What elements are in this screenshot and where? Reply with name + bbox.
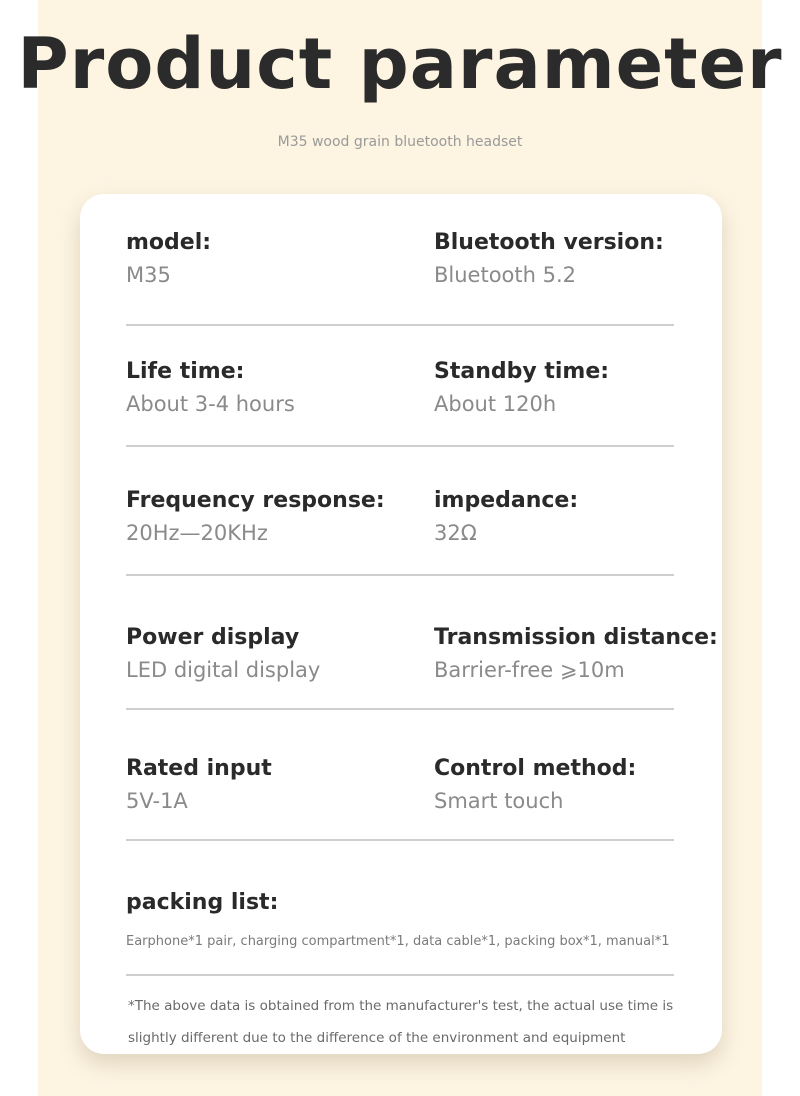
divider — [126, 974, 674, 976]
spec-value: 20Hz—20KHz — [126, 521, 268, 545]
page-title: Product parameter — [17, 23, 783, 105]
spec-item-power-display — [126, 623, 320, 685]
spec-item-rated-input — [126, 754, 272, 816]
spec-value: About 3-4 hours — [126, 392, 295, 416]
divider — [126, 708, 674, 710]
spec-card — [80, 194, 722, 1054]
spec-item-transmission-distance — [434, 623, 718, 685]
spec-value: 5V-1A — [126, 789, 188, 813]
spec-value: Bluetooth 5.2 — [434, 263, 577, 287]
spec-label: Control method: — [434, 756, 637, 781]
spec-label: Transmission distance: — [434, 625, 718, 650]
spec-label: impedance: — [434, 488, 579, 513]
spec-item-standby-time — [434, 357, 609, 419]
page-subtitle: M35 wood grain bluetooth headset — [277, 134, 523, 150]
spec-item-control-method — [434, 754, 636, 816]
spec-label: Power display — [126, 625, 300, 650]
disclaimer-note: *The above data is obtained from the manufacturer's test, the actual use time is slightly different due to the difference of the environment and equipment — [128, 998, 674, 1046]
spec-label: model: — [126, 230, 212, 255]
spec-label: Life time: — [126, 359, 245, 384]
spec-item-impedance — [434, 486, 578, 548]
spec-value: Barrier-free ⩾10m — [434, 658, 625, 682]
spec-item-frequency-response — [126, 486, 385, 548]
spec-label: Frequency response: — [126, 488, 385, 513]
spec-value: 32Ω — [434, 521, 477, 545]
spec-value: About 120h — [434, 392, 557, 416]
divider — [126, 839, 674, 841]
spec-label: Bluetooth version: — [434, 230, 664, 255]
divider — [126, 574, 674, 576]
packing-list-items: Earphone*1 pair, charging compartment*1, data cable*1, packing box*1, manual*1 — [126, 934, 670, 949]
spec-item-life-time — [126, 357, 295, 419]
spec-item-model — [126, 228, 211, 290]
spec-value: M35 — [126, 263, 171, 287]
divider — [126, 445, 674, 447]
spec-item-bluetooth-version — [434, 228, 664, 290]
packing-list-label: packing list: — [126, 890, 279, 915]
spec-label: Rated input — [126, 756, 272, 781]
spec-value: LED digital display — [126, 658, 321, 682]
spec-label: Standby time: — [434, 359, 610, 384]
divider — [126, 324, 674, 326]
spec-value: Smart touch — [434, 789, 564, 813]
